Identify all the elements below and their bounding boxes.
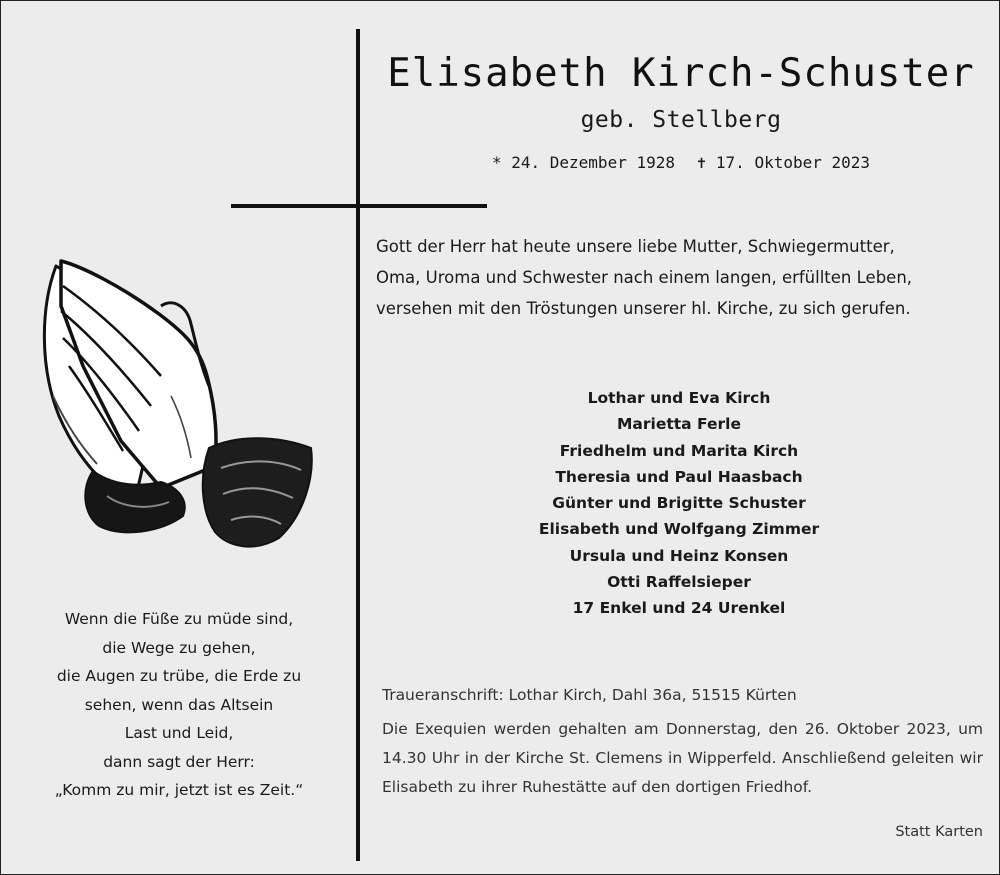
announcement-line: versehen mit den Tröstungen unserer hl. Kirche, zu sich gerufen. <box>376 299 911 318</box>
praying-hands-icon <box>11 226 351 566</box>
mourning-address: Traueranschrift: Lothar Kirch, Dahl 36a, 51515 Kürten <box>382 686 797 704</box>
mourner-entry: Theresia und Paul Haasbach <box>555 467 803 486</box>
poem-line: „Komm zu mir, jetzt ist es Zeit.“ <box>54 781 304 799</box>
funeral-service-info: Die Exequien werden gehalten am Donnerstag, den 26. Oktober 2023, um 14.30 Uhr in der Kirche St. Clemens in Wipperfeld. Anschließend geleiten wir Elisabeth zu ihrer Ruhestätte auf den dortigen Friedhof. <box>382 720 983 796</box>
statt-karten-note: Statt Karten <box>895 824 983 840</box>
cross-horizontal-beam <box>231 204 487 208</box>
poem-line: die Augen zu trübe, die Erde zu <box>56 667 302 685</box>
mourner-entry: Elisabeth und Wolfgang Zimmer <box>538 520 820 539</box>
mourner-entry: Günter und Brigitte Schuster <box>552 494 806 513</box>
poem-line: Wenn die Füße zu müde sind, <box>64 610 294 628</box>
mourner-entry: 17 Enkel und 24 Urenkel <box>572 599 786 618</box>
memorial-poem <box>1 605 357 805</box>
birth-date: * 24. Dezember 1928 <box>491 153 675 172</box>
announcement-text <box>376 231 986 324</box>
announcement-line: Oma, Uroma und Schwester nach einem langen, erfüllten Leben, <box>376 268 913 287</box>
deceased-name: Elisabeth Kirch-Schuster <box>387 51 975 96</box>
poem-line: Last und Leid, <box>124 724 234 742</box>
death-date: ✝ 17. Oktober 2023 <box>696 153 871 172</box>
maiden-name: geb. Stellberg <box>580 107 782 133</box>
mourner-entry: Friedhelm und Marita Kirch <box>559 441 799 460</box>
life-dates <box>361 153 1000 172</box>
poem-line: sehen, wenn das Altsein <box>84 695 274 714</box>
announcement-line: Gott der Herr hat heute unsere liebe Mutter, Schwiegermutter, <box>376 237 895 256</box>
mourner-entry: Ursula und Heinz Konsen <box>569 546 789 565</box>
poem-line: dann sagt der Herr: <box>103 752 255 771</box>
poem-line: die Wege zu gehen, <box>102 638 256 657</box>
mourner-entry: Otti Raffelsieper <box>607 573 751 592</box>
mourner-entry: Lothar und Eva Kirch <box>587 389 771 407</box>
mourners-list <box>361 385 997 622</box>
mourner-entry: Marietta Ferle <box>617 415 741 434</box>
